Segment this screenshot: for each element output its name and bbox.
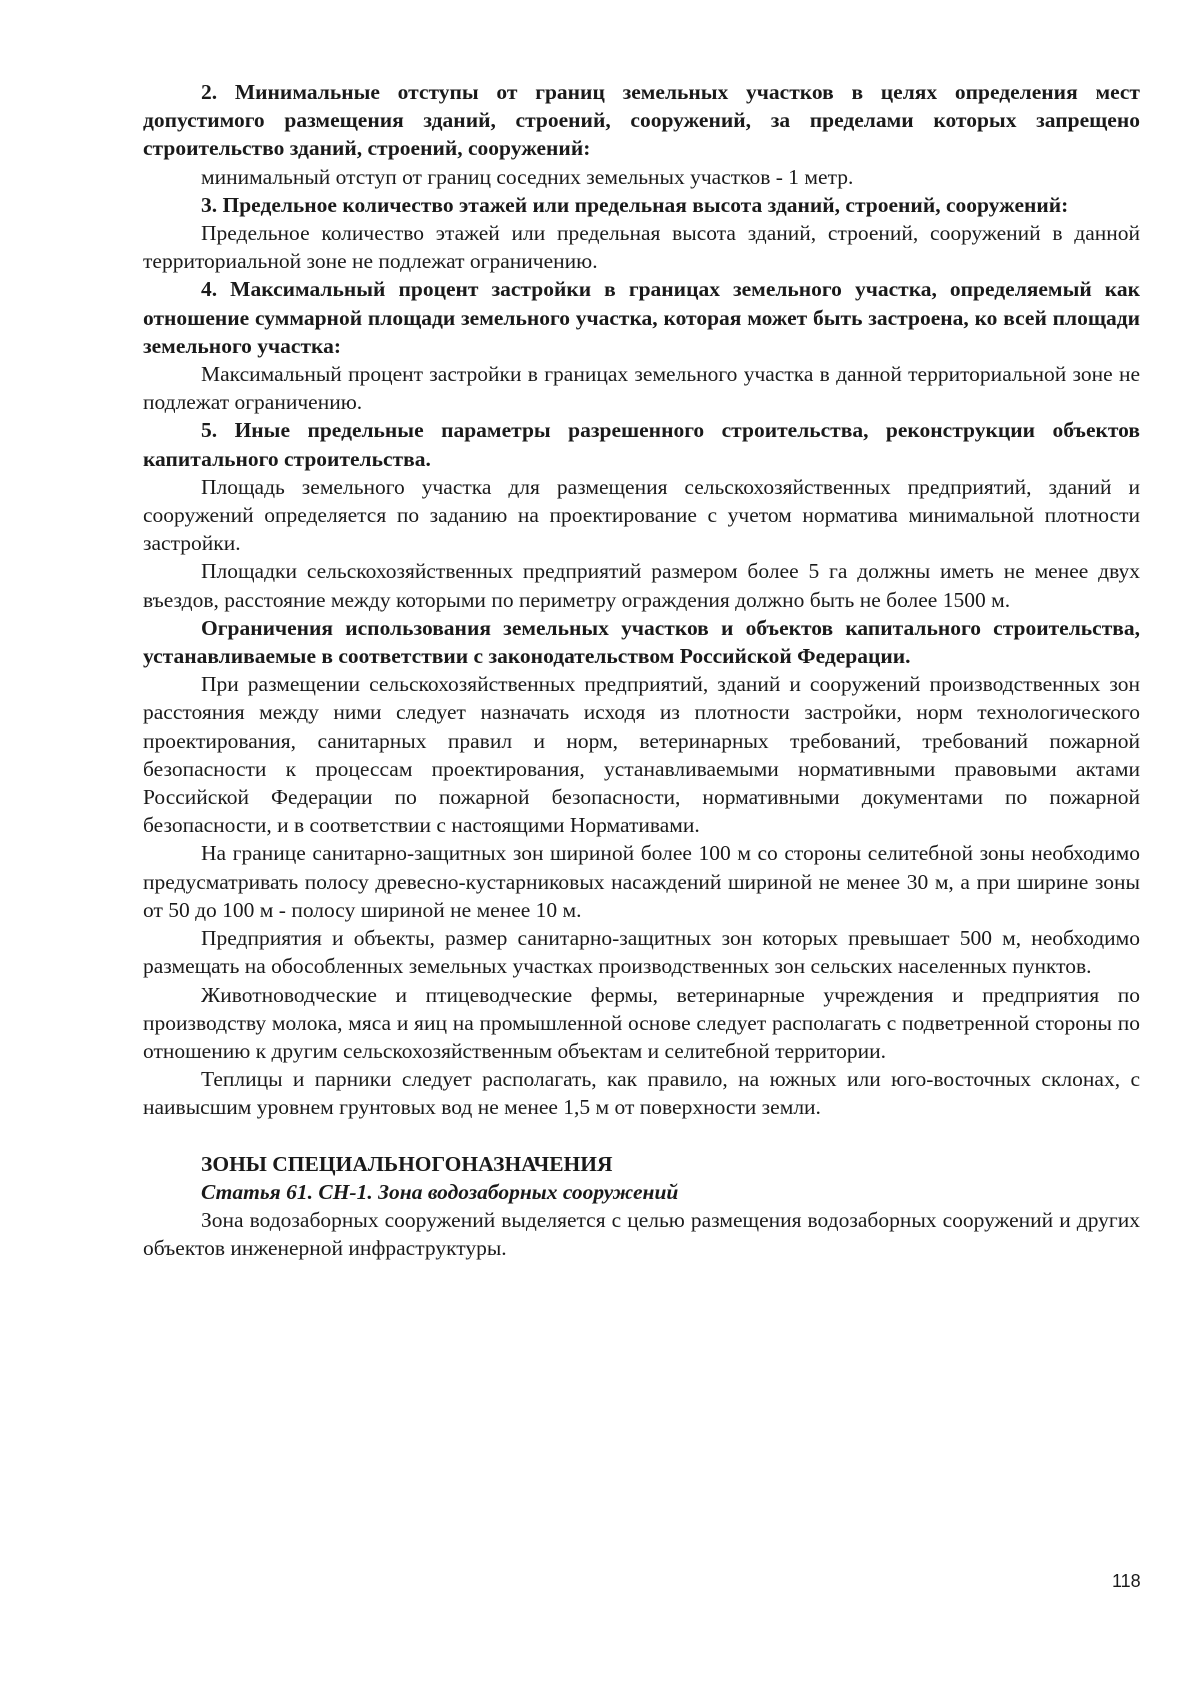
section-4-heading: 4. Максимальный процент застройки в границах земельного участка, определяемый как отношение суммарной площади земельного участка, которая может быть застроена, ко всей площади земельного участка: bbox=[143, 277, 1140, 358]
section-5-heading: 5. Иные предельные параметры разрешенного строительства, реконструкции объектов капитального строительства. bbox=[143, 418, 1140, 471]
restrictions-text-5: Теплицы и парники следует располагать, как правило, на южных или юго-восточных склонах, с наивысшим уровнем грунтовых вод не менее 1,5 м от поверхности земли. bbox=[143, 1067, 1140, 1120]
page-number: 118 bbox=[1112, 1571, 1141, 1591]
section-2-heading: 2. Минимальные отступы от границ земельных участков в целях определения мест допустимого размещения зданий, строений, сооружений, за пределами которых запрещено строительство зданий, строений, сооружений: bbox=[143, 80, 1140, 161]
restrictions-text-2: На границе санитарно-защитных зон шириной более 100 м со стороны селитебной зоны необходимо предусматривать полосу древесно-кустарниковых насаждений шириной не менее 30 м, а при ширине зоны от 50 до 100 м - полосу шириной не менее 10 м. bbox=[143, 841, 1140, 922]
section-3-heading: 3. Предельное количество этажей или предельная высота зданий, строений, сооружений: bbox=[201, 192, 1069, 217]
section-5-text-1: Площадь земельного участка для размещения сельскохозяйственных предприятий, зданий и сооружений определяется по заданию на проектирование с учетом норматива минимальной плотности застройки. bbox=[143, 474, 1140, 556]
restrictions-text-3: Предприятия и объекты, размер санитарно-защитных зон которых превышает 500 м, необходимо размещать на обособленных земельных участках производственных зон сельских населенных пунктов. bbox=[143, 926, 1140, 979]
restrictions-text-4: Животноводческие и птицеводческие фермы, ветеринарные учреждения и предприятия по производству молока, мяса и яиц на промышленной основе следует располагать с подветренной стороны по отношению к другим сельскохозяйственным объектам и селитебной территории. bbox=[143, 982, 1140, 1063]
document-page bbox=[143, 78, 1140, 1262]
zone-title: ЗОНЫ СПЕЦИАЛЬНОГОНАЗНАЧЕНИЯ bbox=[201, 1151, 613, 1176]
section-2-text: минимальный отступ от границ соседних земельных участков - 1 метр. bbox=[201, 164, 854, 189]
restrictions-text-1: При размещении сельскохозяйственных предприятий, зданий и сооружений производственных зон расстояния между ними следует назначать исходя из плотности застройки, норм технологического проектирования, санитарных правил и норм, ветеринарных требований, требований пожарной безопасности к процессам проектирования, устанавливаемыми нормативными правовыми актами Российской Федерации по пожарной безопасности, нормативными документами по пожарной безопасности, и в соответствии с настоящими Нормативами. bbox=[143, 672, 1140, 838]
section-spacer bbox=[143, 1122, 1140, 1150]
restrictions-heading: Ограничения использования земельных участков и объектов капитального строительства, устанавливаемые в соответствии с законодательством Российской Федерации. bbox=[143, 615, 1140, 669]
section-5-text-2: Площадки сельскохозяйственных предприятий размером более 5 га должны иметь не менее двух въездов, расстояние между которыми по периметру ограждения должно быть не более 1500 м. bbox=[143, 559, 1140, 612]
section-3-text: Предельное количество этажей или предельная высота зданий, строений, сооружений в данной территориальной зоне не подлежат ограничению. bbox=[143, 221, 1140, 274]
zone-text: Зона водозаборных сооружений выделяется с целью размещения водозаборных сооружений и других объектов инженерной инфраструктуры. bbox=[143, 1207, 1140, 1261]
section-4-text: Максимальный процент застройки в границах земельного участка в данной территориальной зоне не подлежат ограничению. bbox=[143, 362, 1140, 415]
article-title: Статья 61. СН-1. Зона водозаборных сооружений bbox=[201, 1179, 679, 1204]
